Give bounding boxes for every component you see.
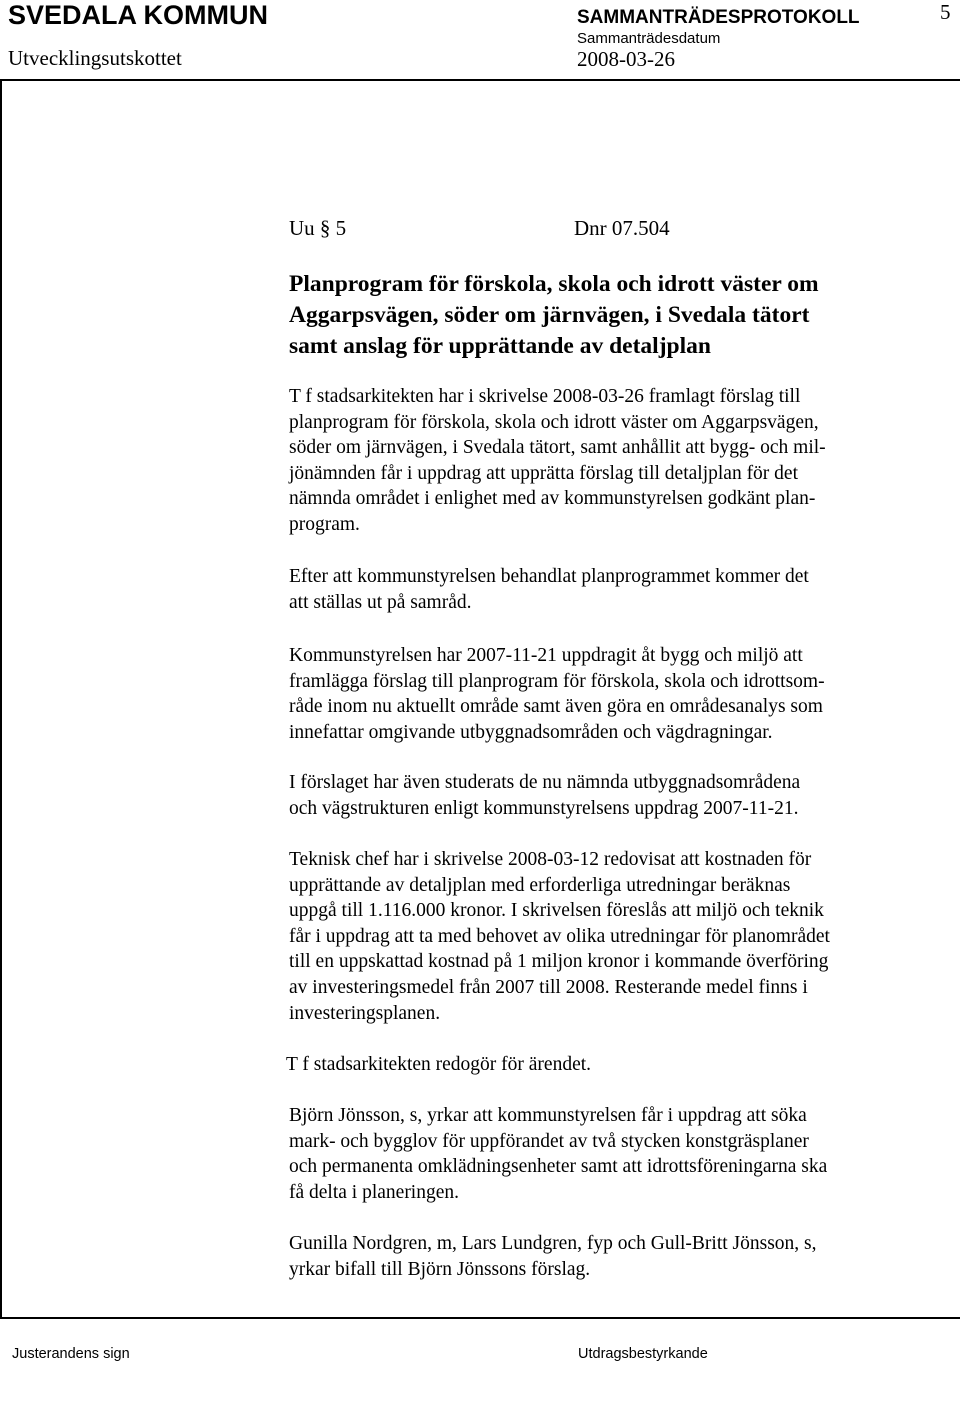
text-line: uppgå till 1.116.000 kronor. I skrivelsen föreslås att miljö och teknik [289,900,824,922]
organization-name: SVEDALA KOMMUN [8,0,268,30]
text-line: Björn Jönsson, s, yrkar att kommunstyrelsen får i uppdrag att söka [289,1105,807,1126]
text-line: nämnda området i enlighet med av kommunstyrelsen godkänt plan- [289,488,816,510]
extract-certification-label: Utdragsbestyrkande [578,1346,708,1362]
meeting-date: 2008-03-26 [577,47,675,71]
meeting-date-label: Sammanträdesdatum [577,30,721,47]
item-title [289,269,929,362]
paragraph-study [289,770,929,821]
text-line: Kommunstyrelsen har 2007-11-21 uppdragit åt bygg och miljö att [289,645,803,666]
item-title-line: Aggarpsvägen, söder om järnvägen, i Svedala tätort [289,302,810,328]
text-line: planprogram för förskola, skola och idrott väster om Aggarpsvägen, [289,411,819,433]
text-line: jönämnden får i uppdrag att upprätta förslag till detaljplan för det [289,462,798,484]
section-number: Uu § 5 [289,216,347,240]
diary-number: Dnr 07.504 [574,216,670,240]
text-line: och permanenta omklädningsenheter samt att idrottsföreningarna ska [289,1156,828,1178]
document-type: SAMMANTRÄDESPROTOKOLL [577,7,860,28]
item-title-line: samt anslag för upprättande av detaljplan [289,333,711,359]
text-line: Gunilla Nordgren, m, Lars Lundgren, fyp och Gull-Britt Jönsson, s, [289,1233,817,1254]
paragraph-motion [289,1103,929,1205]
committee-name: Utvecklingsutskottet [8,46,182,70]
text-line: råde inom nu aktuellt område samt även göra en områdesanalys som [289,696,823,718]
text-line: I förslaget har även studerats de nu nämnda utbyggnadsområdena [289,772,801,793]
footer-divider [0,1317,960,1319]
text-line: få delta i planeringen. [289,1181,460,1203]
paragraph-assignment [289,643,929,745]
text-line: yrkar bifall till Björn Jönssons förslag. [289,1258,591,1280]
text-line: framlägga förslag till planprogram för förskola, skola och idrottsom- [289,670,825,692]
text-line: innefattar omgivande utbyggnadsområden och vägdragningar. [289,721,773,743]
text-line: Teknisk chef har i skrivelse 2008-03-12 redovisat att kostnaden för [289,849,812,870]
text-line: T f stadsarkitekten redogör för ärendet. [286,1054,592,1075]
text-line: upprättande av detaljplan med erforderliga utredningar beräknas [289,874,791,896]
paragraph-presentation [286,1052,926,1078]
paragraph-proposal [289,384,929,538]
paragraph-support [289,1231,929,1282]
text-line: till en uppskattad kostnad på 1 miljon kronor i kommande överföring [289,951,829,973]
paragraph-cost [289,847,929,1026]
header-divider [0,79,960,81]
left-margin-rule [0,79,2,1317]
paragraph-consultation [289,564,929,615]
text-line: T f stadsarkitekten har i skrivelse 2008-03-26 framlagt förslag till [289,386,801,407]
page-number: 5 [940,0,951,24]
signature-label: Justerandens sign [12,1346,130,1362]
text-line: av investeringsmedel från 2007 till 2008. Resterande medel finns i [289,976,808,998]
text-line: program. [289,513,360,535]
text-line: får i uppdrag att ta med behovet av olika utredningar för planområdet [289,925,830,947]
text-line: mark- och bygglov för uppförandet av två stycken konstgräsplaner [289,1130,809,1152]
text-line: och vägstrukturen enligt kommunstyrelsens uppdrag 2007-11-21. [289,797,799,819]
text-line: Efter att kommunstyrelsen behandlat planprogrammet kommer det [289,566,809,587]
item-title-line: Planprogram för förskola, skola och idrott väster om [289,271,819,297]
text-line: att ställas ut på samråd. [289,591,472,613]
text-line: investeringsplanen. [289,1002,441,1024]
text-line: söder om järnvägen, i Svedala tätort, samt anhållit att bygg- och mil- [289,437,826,459]
